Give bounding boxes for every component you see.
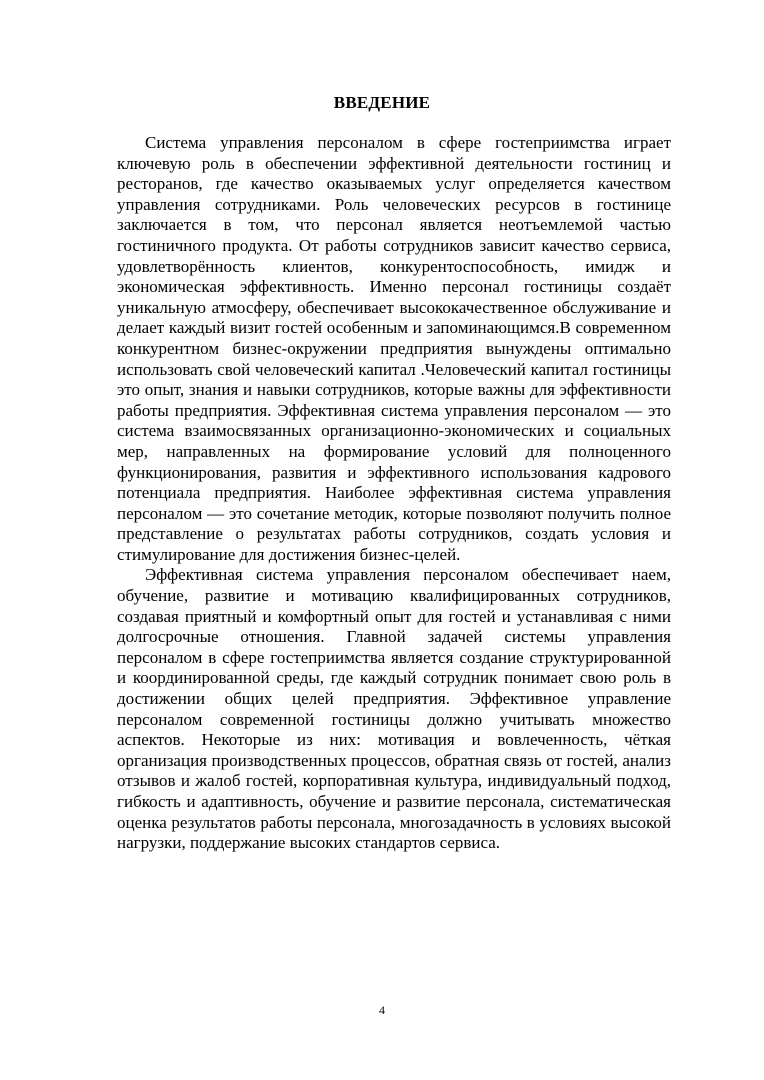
section-heading: ВВЕДЕНИЕ bbox=[333, 93, 431, 112]
paragraph-2: Эффективная система управления персоналом обеспечивает наем, обучение, развитие и мотивацию квалифицированных сотрудников, создавая приятный и комфортный опыт для гостей и устанавливая с ними долгосрочные отношения. Главной задачей системы управления персоналом в сфере гостеприимства является создание структурированной и координированной среды, где каждый сотрудник понимает свою роль в достижении общих целей предприятия. Эффективное управление персоналом современной гостиницы должно учитывать множество аспектов. Некоторые из них: мотивация и вовлеченность, чёткая организация производственных процессов, обратная связь от гостей, анализ отзывов и жалоб гостей, корпоративная культура, индивидуальный подход, гибкость и адаптивность, обучение и развитие персонала, систематическая оценка результатов работы персонала, многозадачность в условиях высокой нагрузки, поддержание высоких стандартов сервиса. bbox=[117, 565, 671, 853]
page-number: 4 bbox=[379, 1003, 385, 1017]
paragraph-1: Система управления персоналом в сфере гостеприимства играет ключевую роль в обеспечении эффективной деятельности гостиниц и ресторанов, где качество оказываемых услуг определяется качеством управления сотрудниками. Роль человеческих ресурсов в гостинице заключается в том, что персонал является неотъемлемой частью гостиничного продукта. От работы сотрудников зависит качество сервиса, удовлетворённость клиентов, конкурентоспособность, имидж и экономическая эффективность. Именно персонал гостиницы создаёт уникальную атмосферу, обеспечивает высококачественное обслуживание и делает каждый визит гостей особенным и запоминающимся.В современном конкурентном бизнес-окружении предприятия вынуждены оптимально использовать свой человеческий капитал .Человеческий капитал гостиницы это опыт, знания и навыки сотрудников, которые важны для эффективности работы предприятия. Эффективная система управления персоналом — это система взаимосвязанных организационно-экономических и социальных мер, направленных на формирование условий для полноценного функционирования, развития и эффективного использования кадрового потенциала предприятия. Наиболее эффективная система управления персоналом — это сочетание методик, которые позволяют получить полное представление о результатах работы сотрудников, создать условия и стимулирование для достижения бизнес-целей. bbox=[117, 133, 671, 564]
body-text bbox=[117, 133, 671, 854]
